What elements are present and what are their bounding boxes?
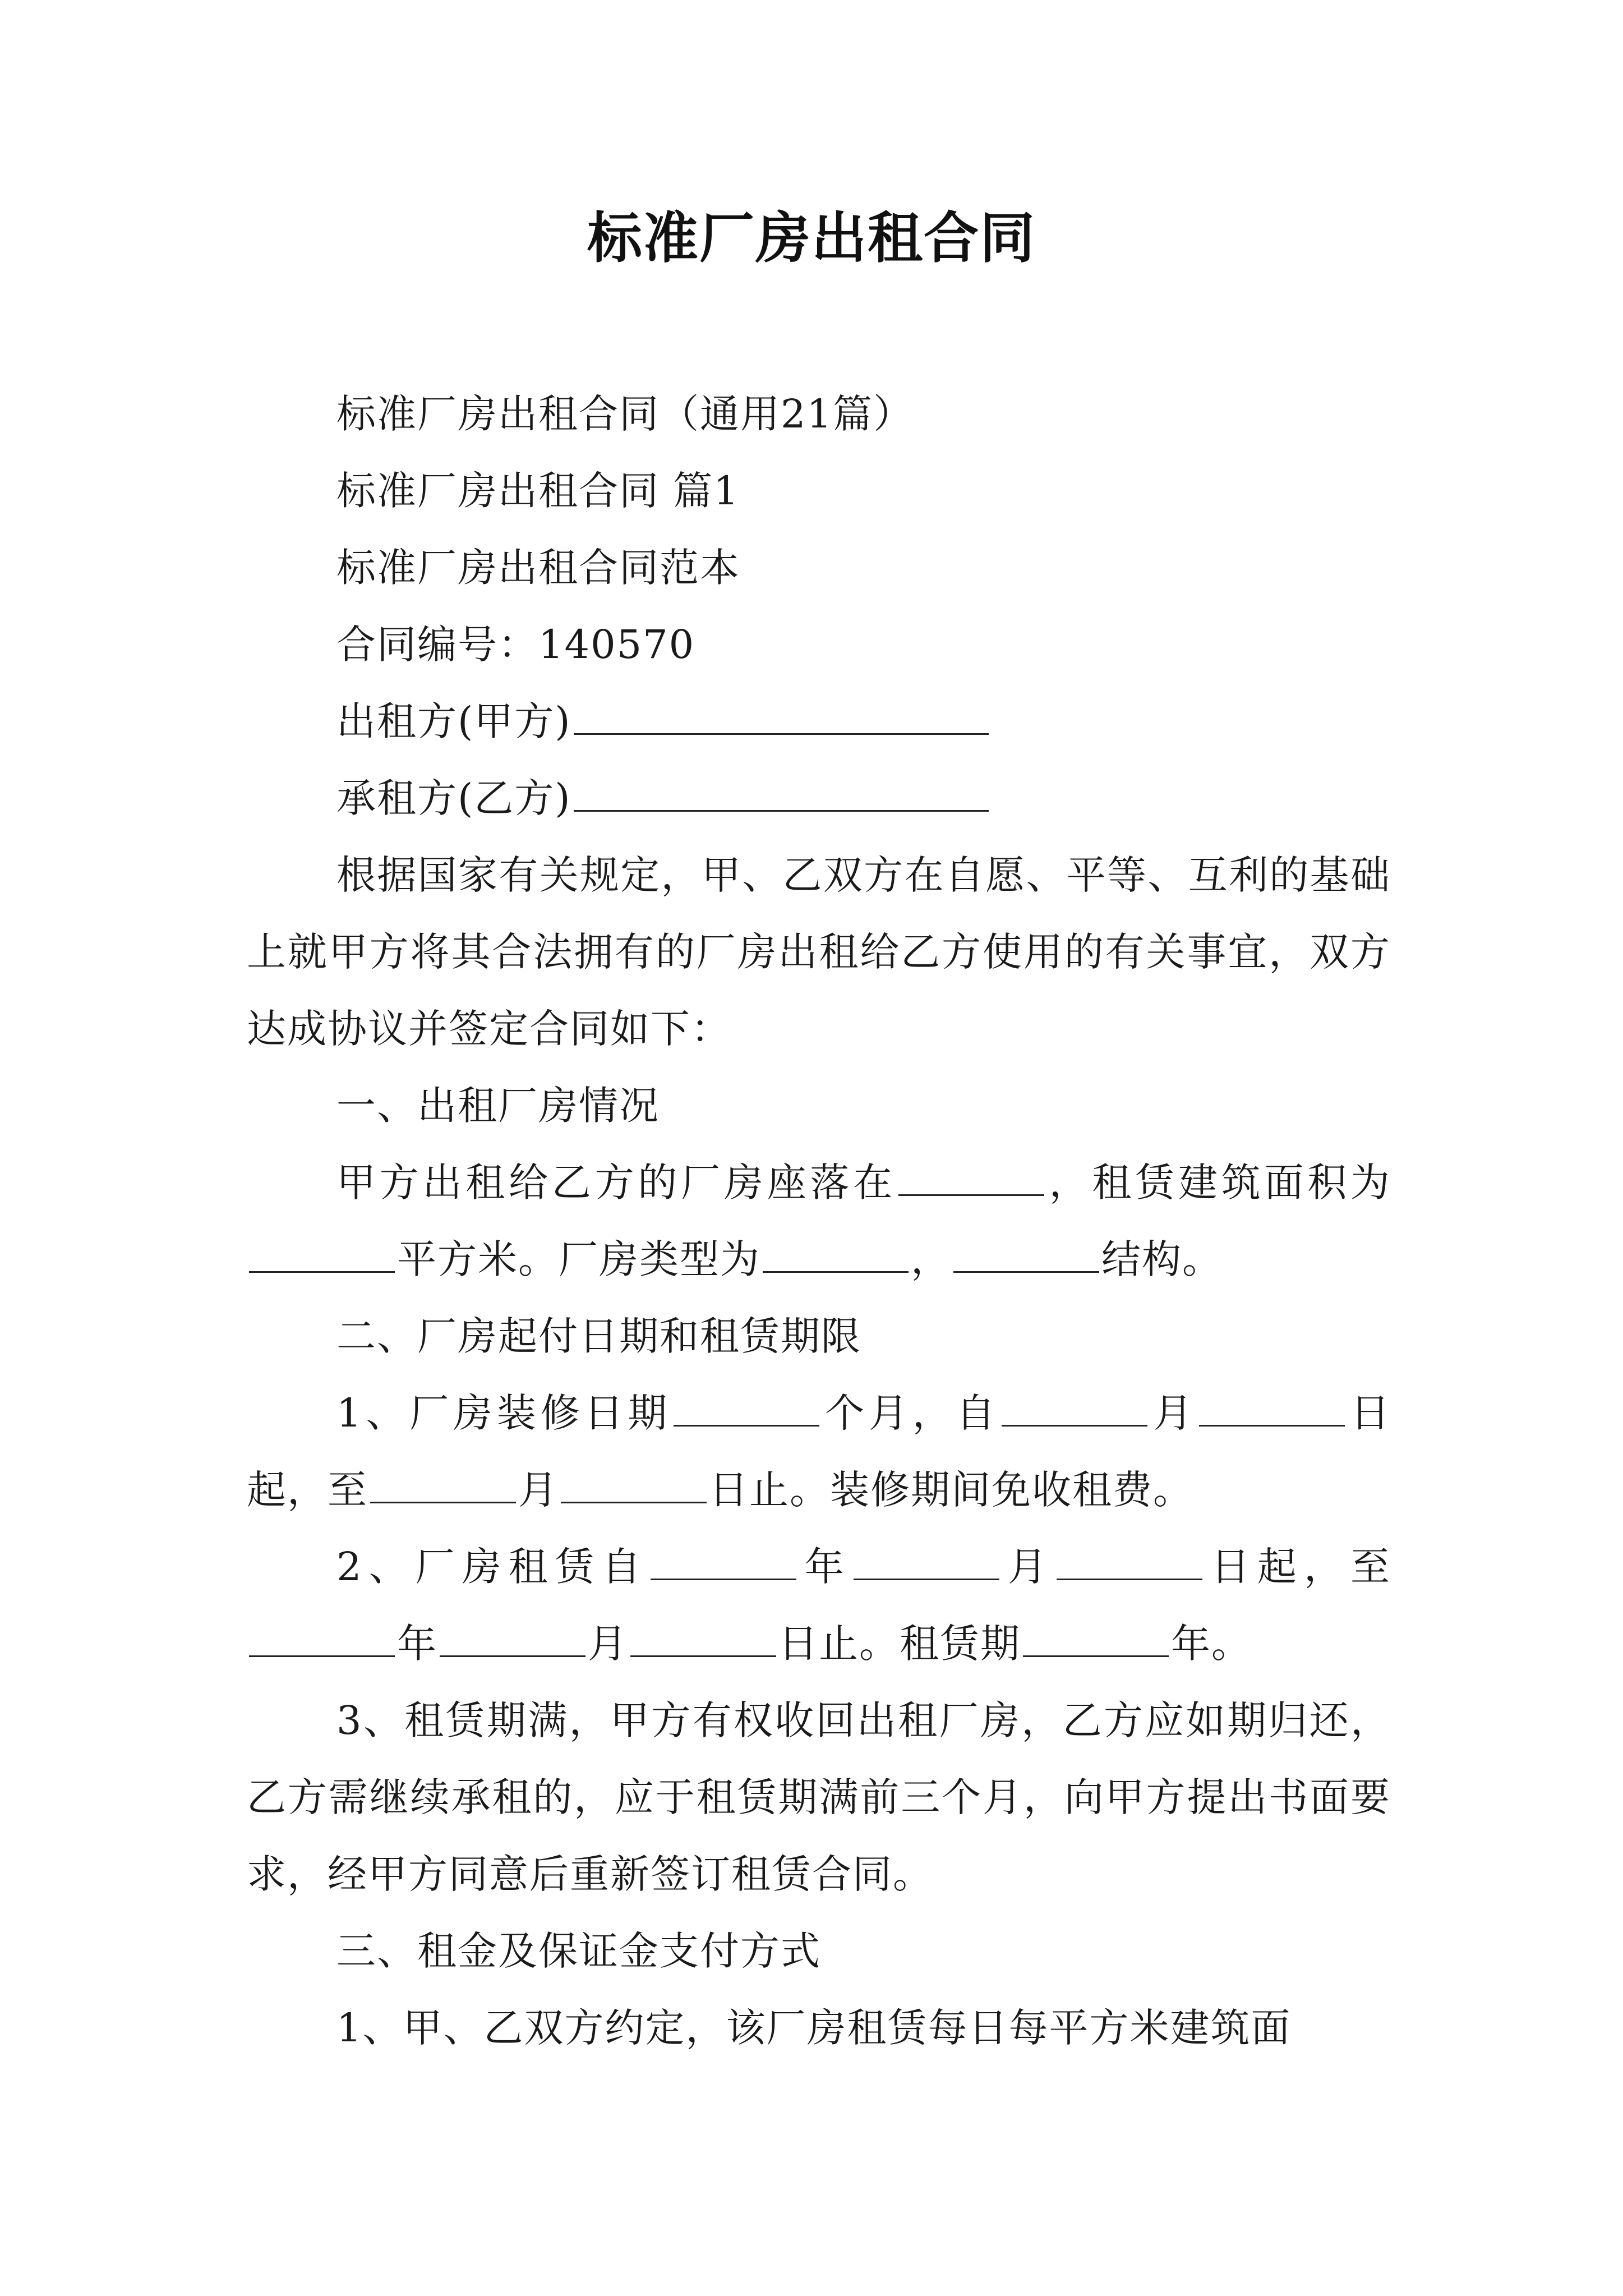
lease-end-day-blank — [630, 1623, 776, 1657]
paragraph-renovation-period — [247, 1375, 1391, 1529]
text-segment: 1、厂房装修日期 — [336, 1390, 672, 1436]
location-blank — [898, 1162, 1044, 1196]
document-title: 标准厂房出租合同 — [587, 206, 1036, 270]
text-segment: 月 — [518, 1467, 559, 1513]
lease-years-blank — [1023, 1623, 1169, 1657]
paragraph-lease-term — [247, 1529, 1391, 1682]
structure-blank — [953, 1239, 1099, 1273]
section-heading-1: 一、出租厂房情况 — [336, 1083, 660, 1129]
lessor-blank — [574, 701, 989, 735]
text-segment: 平方米。厂房类型为 — [397, 1236, 760, 1282]
text-segment: 个月，自 — [822, 1390, 1000, 1436]
lease-start-year-blank — [651, 1546, 796, 1580]
text-segment: 年 — [798, 1544, 851, 1590]
paragraph-lessee — [247, 760, 1391, 837]
section-heading-2: 二、厂房起付日期和租赁期限 — [336, 1313, 861, 1359]
text-segment: 日起，至 — [1204, 1544, 1391, 1590]
paragraph-rent-agreement: 1、甲、乙双方约定，该厂房租赁每日每平方米建筑面 — [336, 2005, 1292, 2051]
paragraph-lessor — [247, 683, 1391, 760]
text-segment: 甲方出租给乙方的厂房座落在 — [336, 1159, 896, 1205]
lessor-label: 出租方(甲方) — [336, 698, 571, 744]
lease-end-month-blank — [440, 1623, 585, 1657]
lease-start-month-blank — [854, 1546, 999, 1580]
text-segment: 年 — [397, 1621, 437, 1667]
text-segment: ， — [911, 1236, 951, 1282]
paragraph-contract-number: 合同编号：140570 — [336, 622, 695, 668]
paragraph-factory-location — [247, 1144, 1391, 1298]
text-segment: 月 — [1150, 1390, 1197, 1436]
lessee-label: 承租方(乙方) — [336, 775, 571, 821]
end-month-blank — [370, 1469, 516, 1503]
text-segment: 日起，至 — [247, 1390, 1391, 1513]
text-segment: 日止。租赁期 — [778, 1621, 1021, 1667]
paragraph-template-name: 标准厂房出租合同范本 — [336, 545, 740, 591]
text-segment: 结构。 — [1101, 1236, 1223, 1282]
lessee-blank — [574, 777, 989, 812]
paragraph-chapter-heading: 标准厂房出租合同 篇1 — [336, 468, 740, 514]
months-blank — [674, 1392, 819, 1427]
text-segment: ，租赁建筑面积为 — [1046, 1159, 1391, 1205]
text-segment: 日止。装修期间免收租费。 — [709, 1467, 1193, 1513]
paragraph-preamble: 根据国家有关规定，甲、乙双方在自愿、平等、互利的基础上就甲方将其合法拥有的厂房出租给乙方使用的有关事宜，双方达成协议并签定合同如下： — [247, 852, 1391, 1052]
document-body — [247, 376, 1391, 2067]
text-segment: 年。 — [1171, 1621, 1252, 1667]
paragraph-collection-title: 标准厂房出租合同（通用21篇） — [336, 391, 914, 437]
area-blank — [249, 1239, 395, 1273]
type-blank — [763, 1239, 909, 1273]
start-month-blank — [1002, 1392, 1147, 1427]
paragraph-lease-expiry: 3、租赁期满，甲方有权收回出租厂房，乙方应如期归还，乙方需继续承租的，应于租赁期满前三个月，向甲方提出书面要求，经甲方同意后重新签订租赁合同。 — [247, 1697, 1391, 1897]
lease-start-day-blank — [1057, 1546, 1202, 1580]
section-heading-3: 三、租金及保证金支付方式 — [336, 1928, 821, 1974]
start-day-blank — [1199, 1392, 1345, 1427]
text-segment: 2、厂房租赁自 — [336, 1544, 648, 1590]
text-segment: 月 — [588, 1621, 628, 1667]
text-segment: 月 — [1001, 1544, 1054, 1590]
end-day-blank — [561, 1469, 707, 1503]
lease-end-year-blank — [249, 1623, 395, 1657]
